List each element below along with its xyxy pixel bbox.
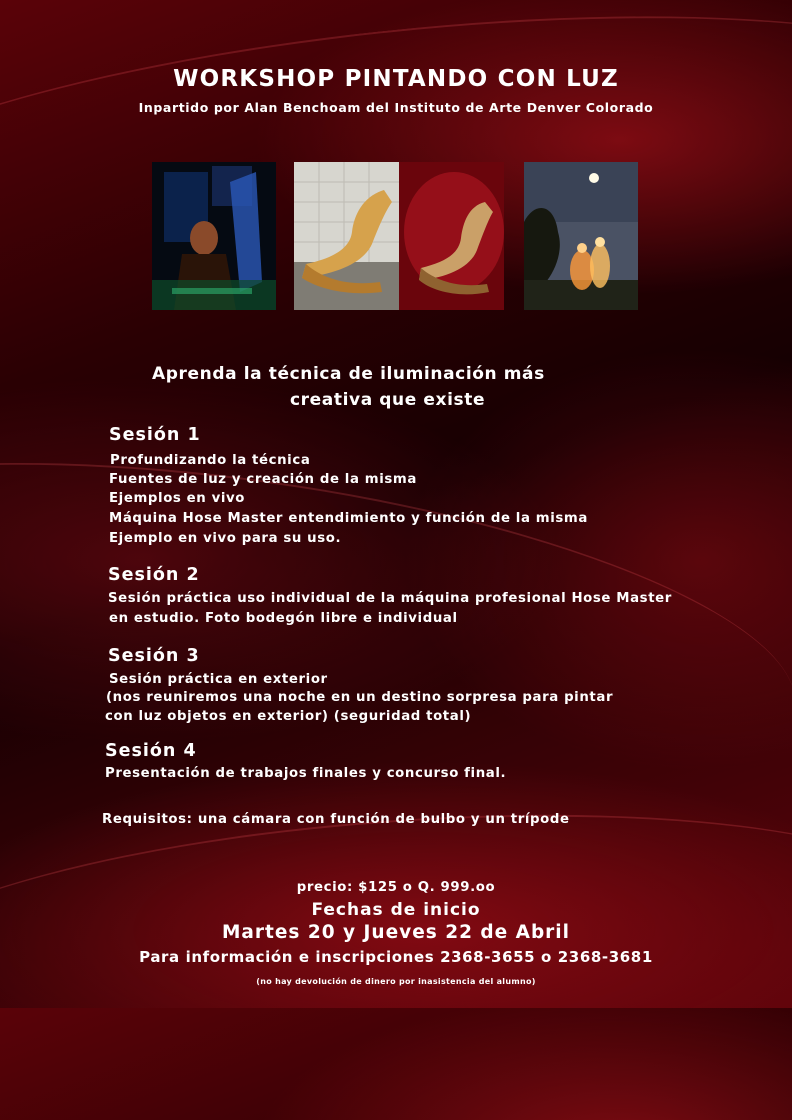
- photo-light-painting: [524, 162, 638, 310]
- session-2-line: Sesión práctica uso individual de la máquina profesional Hose Master: [108, 591, 672, 606]
- photo-chair-red: [399, 162, 504, 310]
- requirements-text: Requisitos: una cámara con función de bulbo y un trípode: [102, 812, 570, 827]
- session-1-line: Profundizando la técnica: [110, 453, 311, 468]
- session-3-line: (nos reuniremos una noche en un destino sorpresa para pintar: [106, 690, 614, 705]
- dates-heading: Fechas de inicio: [311, 900, 481, 920]
- session-3-line: con luz objetos en exterior) (seguridad total): [105, 709, 472, 724]
- dates-text: Martes 20 y Jueves 22 de Abril: [222, 922, 570, 943]
- session-3-heading: Sesión 3: [108, 646, 200, 666]
- intro-line-2: creativa que existe: [290, 390, 486, 410]
- session-4-heading: Sesión 4: [105, 741, 197, 761]
- session-1-line: Ejemplos en vivo: [109, 491, 246, 506]
- photo-portrait: [152, 162, 276, 310]
- contact-text: Para información e inscripciones 2368-3655 o 2368-3681: [139, 948, 653, 966]
- session-2-line: en estudio. Foto bodegón libre e individual: [109, 611, 458, 626]
- session-1-line: Ejemplo en vivo para su uso.: [109, 531, 342, 546]
- session-3-line: Sesión práctica en exterior: [109, 672, 328, 687]
- session-4-line: Presentación de trabajos finales y concurso final.: [105, 766, 507, 781]
- session-2-heading: Sesión 2: [108, 565, 200, 585]
- session-1-line: Fuentes de luz y creación de la misma: [109, 472, 417, 487]
- price-text: precio: $125 o Q. 999.oo: [296, 880, 496, 895]
- page-title: WORKSHOP PINTANDO CON LUZ: [173, 66, 619, 92]
- session-1-heading: Sesión 1: [109, 425, 201, 445]
- refund-note: (no hay devolución de dinero por inasistencia del alumno): [256, 977, 536, 986]
- intro-line-1: Aprenda la técnica de iluminación más: [152, 364, 545, 384]
- session-1-line: Máquina Hose Master entendimiento y función de la misma: [109, 511, 588, 526]
- photo-chair-studio: [294, 162, 399, 310]
- page-subtitle: Inpartido por Alan Benchoam del Instituto de Arte Denver Colorado: [138, 100, 654, 115]
